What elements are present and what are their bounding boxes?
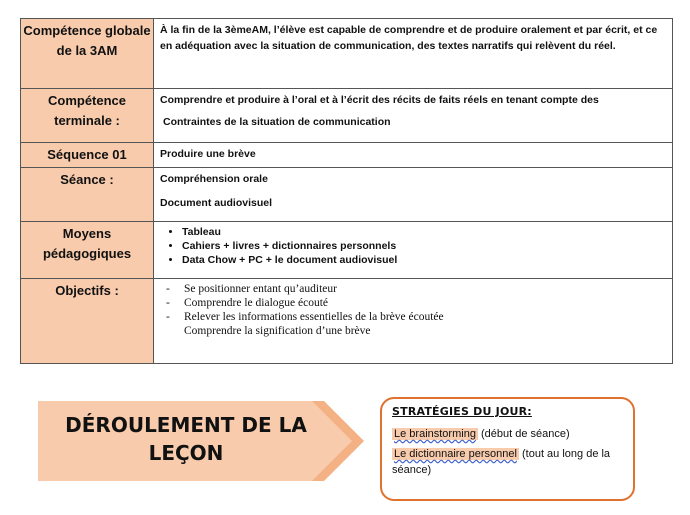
banner-title	[36, 411, 336, 467]
list-item: - Comprendre le dialogue écouté	[184, 296, 666, 310]
row-value-competence-terminale	[154, 89, 673, 143]
strategies-title: STRATÉGIES DU JOUR:	[392, 405, 532, 418]
strategy-item-dictionnaire	[392, 446, 623, 478]
moyens-list	[160, 225, 666, 267]
table-row	[21, 19, 673, 89]
row-value-seance	[154, 168, 673, 222]
table-row	[21, 279, 673, 364]
competence-terminale-line-2: Contraintes de la situation de communication	[163, 116, 391, 128]
strategies-box	[380, 397, 635, 501]
row-label-sequence: Séquence 01	[21, 143, 154, 168]
row-label-objectifs: Objectifs :	[21, 279, 154, 364]
list-item: Comprendre la signification d’une brève	[184, 325, 371, 337]
strategy-item-brainstorming	[392, 426, 623, 442]
row-label-competence-globale: Compétence globale de la 3AM	[21, 19, 154, 89]
strategy-term-dictionnaire: Le dictionnaire personnel	[394, 448, 517, 460]
list-item: • Data Chow + PC + le document audiovisuel	[182, 253, 666, 267]
seance-line-1: Compréhension orale	[160, 173, 268, 185]
row-label-competence-terminale: Compétence terminale :	[21, 89, 154, 143]
table-row	[21, 143, 673, 168]
strategy-note-brainstorming: (début de séance)	[481, 428, 570, 440]
row-label-seance: Séance :	[21, 168, 154, 222]
list-item: • Tableau	[182, 225, 666, 239]
lesson-info-table	[20, 18, 673, 364]
banner-title-line-2: LEÇON	[148, 441, 224, 465]
table-row	[21, 168, 673, 222]
list-item: - Relever les informations essentielles de la brève écoutée	[184, 310, 666, 324]
table-row	[21, 89, 673, 143]
row-value-objectifs	[154, 279, 673, 364]
row-value-moyens	[154, 222, 673, 279]
strategy-note-dictionnaire: (tout au long de la séance)	[392, 448, 611, 476]
objectifs-list	[160, 282, 666, 338]
list-item: • Cahiers + livres + dictionnaires personnels	[182, 239, 666, 253]
seance-line-2: Document audiovisuel	[160, 197, 273, 209]
row-value-competence-globale: À la fin de la 3èmeAM, l’élève est capable de comprendre et de produire oralement et par écrit, et ce en adéquation avec la situation de communication, des textes narratifs qui relèvent du réel.	[154, 19, 673, 89]
row-label-moyens: Moyens pédagogiques	[21, 222, 154, 279]
row-value-sequence: Produire une brève	[154, 143, 673, 168]
banner-title-line-1: DÉROULEMENT DE LA	[65, 413, 307, 437]
strategy-term-brainstorming: Le brainstorming	[394, 428, 476, 440]
table-row	[21, 222, 673, 279]
competence-terminale-line-1: Comprendre et produire à l’oral et à l’écrit des récits de faits réels en tenant compte des	[160, 94, 599, 106]
list-item: - Se positionner entant qu’auditeur	[184, 282, 666, 296]
lesson-progress-banner	[36, 399, 366, 483]
